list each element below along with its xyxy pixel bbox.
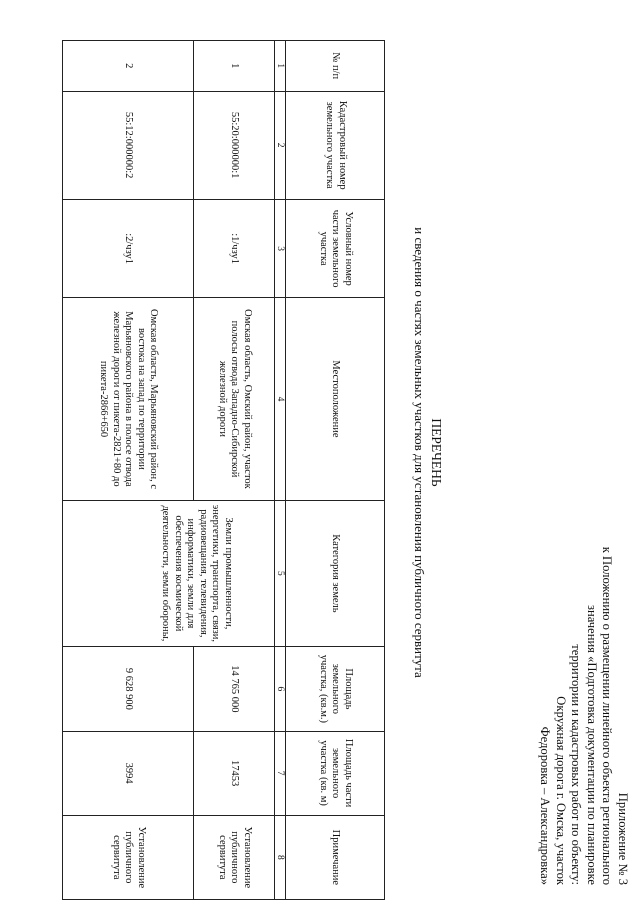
column-number: 4 — [275, 298, 286, 500]
header-location: Местоположение — [286, 298, 385, 500]
cadastral-number-cell: 55:20:000000:1 — [194, 91, 275, 199]
part-area-cell: 17453 — [194, 731, 275, 815]
header-part-area: Площадь части земельного участка (кв. м) — [286, 731, 385, 815]
header-part-number: Условный номер части земельного участка — [286, 199, 385, 298]
column-number: 2 — [275, 91, 286, 199]
note-cell: Установление публичного сервитута — [63, 815, 194, 899]
header-note: Примечание — [286, 815, 385, 899]
column-number-row — [275, 41, 286, 900]
note-cell: Установление публичного сервитута — [194, 815, 275, 899]
location-cell: Омская область, Марьяновский район, с востока на запад по территории Марьяновского района в полосе отвода железной дороги от пикета-2821+80 до пикета-2866+650 — [63, 298, 194, 500]
table-row — [194, 41, 275, 900]
row-number: 2 — [63, 41, 194, 92]
land-category-cell: Земли промышленности, энергетики, транспорта, связи, радиовещания, телевидения, информатики, земли для обеспечения космической деятельности, земли обороны, — [63, 500, 275, 647]
column-number: 3 — [275, 199, 286, 298]
table-header-row — [286, 41, 385, 900]
column-number: 6 — [275, 647, 286, 731]
column-number: 5 — [275, 500, 286, 647]
parcel-area-cell: 14 765 000 — [194, 647, 275, 731]
part-number-cell: :2/чзу1 — [63, 199, 194, 298]
parcel-area-cell: 9 628 900 — [63, 647, 194, 731]
appendix-line: Федоровка – Александровка» — [538, 726, 553, 885]
appendix-line: Приложение № 3 — [616, 792, 630, 885]
header-cadastral-number: Кадастровый номер земельного участка — [286, 91, 385, 199]
land-parcels-table — [62, 40, 385, 900]
appendix-line: Окружная дорога г. Омска, участок — [553, 696, 568, 885]
column-number: 7 — [275, 731, 286, 815]
document-title: ПЕРЕЧЕНЬ — [429, 418, 444, 487]
appendix-line: территории и кадастровых работ по объекту: — [569, 644, 584, 885]
header-parcel-area: Площадь земельного участка, (кв.м.) — [286, 647, 385, 731]
appendix-header — [536, 545, 630, 885]
location-cell: Омская область, Омский район, участок полосы отвода Западно-Сибирской железной дороги — [194, 298, 275, 500]
column-number: 8 — [275, 815, 286, 899]
appendix-line: значения «Подготовка документации по планировке — [584, 604, 599, 885]
part-area-cell: 3994 — [63, 731, 194, 815]
column-number: 1 — [275, 41, 286, 92]
header-number: № п/п — [286, 41, 385, 92]
document-subtitle: и сведения о частях земельных участков для установления публичного сервитута — [412, 227, 427, 678]
header-land-category: Категория земель — [286, 500, 385, 647]
appendix-line: к Положению о размещении линейного объекта регионального — [600, 546, 615, 885]
part-number-cell: :1/чзу1 — [194, 199, 275, 298]
row-number: 1 — [194, 41, 275, 92]
cadastral-number-cell: 55:12:000000:2 — [63, 91, 194, 199]
table-row — [63, 41, 194, 900]
